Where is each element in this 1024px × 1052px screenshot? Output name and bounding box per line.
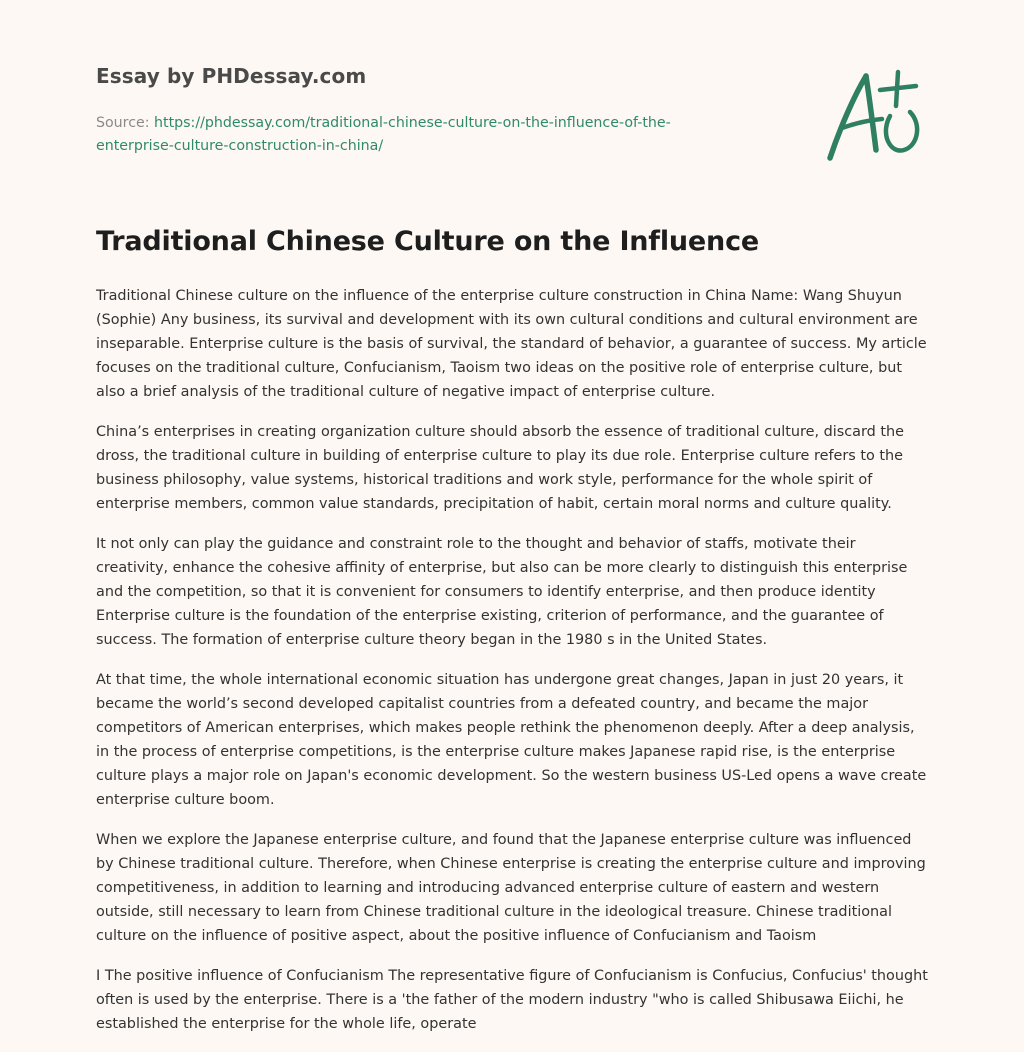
article-paragraph: China’s enterprises in creating organization culture should absorb the essence of traditional culture, discard the dross, the traditional culture in building of enterprise culture to play its due role. Enterprise culture refers to the business philosophy, value systems, historical traditions and work style, performance for the whole spirit of enterprise members, common value standards, precipitation of habit, certain moral norms and culture quality. (96, 424, 904, 512)
source-line (96, 112, 736, 158)
article-paragraph: It not only can play the guidance and constraint role to the thought and behavior of staffs, motivate their creativity, enhance the cohesive affinity of enterprise, but also can be more clearly to distinguish this enterprise and the competition, so that it is convenient for consumers to identify enterprise, and then produce identity Enterprise culture is the foundation of the enterprise existing, criterion of performance, and the guarantee of success. The formation of enterprise culture theory began in the 1980 s in the United States. (96, 536, 908, 648)
article-body (96, 284, 932, 1052)
article-title: Traditional Chinese Culture on the Influence (96, 226, 759, 257)
plus-loop-stroke (886, 112, 917, 151)
article-paragraph: When we explore the Japanese enterprise culture, and found that the Japanese enterprise culture was influenced by Chinese traditional culture. Therefore, when Chinese enterprise is creating the enterprise culture and improving competitiveness, in addition to learning and introducing advanced enterprise culture of eastern and western outside, still necessary to learn from Chinese traditional culture in the ideological treasure. Chinese traditional culture on the influence of positive aspect, about the positive influence of Confucianism and Taoism (96, 832, 926, 944)
a-plus-grade-icon (820, 66, 930, 166)
a-right-stroke (866, 76, 876, 150)
source-link-line-2: enterprise-culture-construction-in-china/ (96, 138, 384, 154)
source-label: Source: (96, 115, 150, 131)
plus-horizontal-stroke (880, 86, 916, 90)
a-crossbar (842, 119, 882, 128)
a-left-stroke (830, 76, 866, 158)
site-brand: Essay by PHDessay.com (96, 64, 367, 88)
article-paragraph: Traditional Chinese culture on the influence of the enterprise culture construction in China Name: Wang Shuyun (Sophie) Any business, its survival and development with its own cultural conditions and cultural environment are inseparable. Enterprise culture is the basis of survival, the standard of behavior, a guarantee of success. My article focuses on the traditional culture, Confucianism, Taoism two ideas on the positive role of enterprise culture, but also a brief analysis of the traditional culture of negative impact of enterprise culture. (96, 288, 927, 400)
source-link[interactable] (96, 115, 671, 154)
article-paragraph: I The positive influence of Confucianism The representative figure of Confucianism is Confucius, Confucius' thought often is used by the enterprise. There is a 'the father of the modern industry "who is called Shibusawa Eiichi, he established the enterprise for the whole life, operate (96, 968, 928, 1032)
source-link-line-1: https://phdessay.com/traditional-chinese-culture-on-the-influence-of-the- (154, 115, 671, 131)
article-paragraph: At that time, the whole international economic situation has undergone great changes, Japan in just 20 years, it became the world’s second developed capitalist countries from a defeated country, and became the major competitors of American enterprises, which makes people rethink the phenomenon deeply. After a deep analysis, in the process of enterprise competitions, is the enterprise culture makes Japanese rapid rise, is the enterprise culture plays a major role on Japan's economic development. So the western business US-Led opens a wave create enterprise culture boom. (96, 672, 927, 808)
